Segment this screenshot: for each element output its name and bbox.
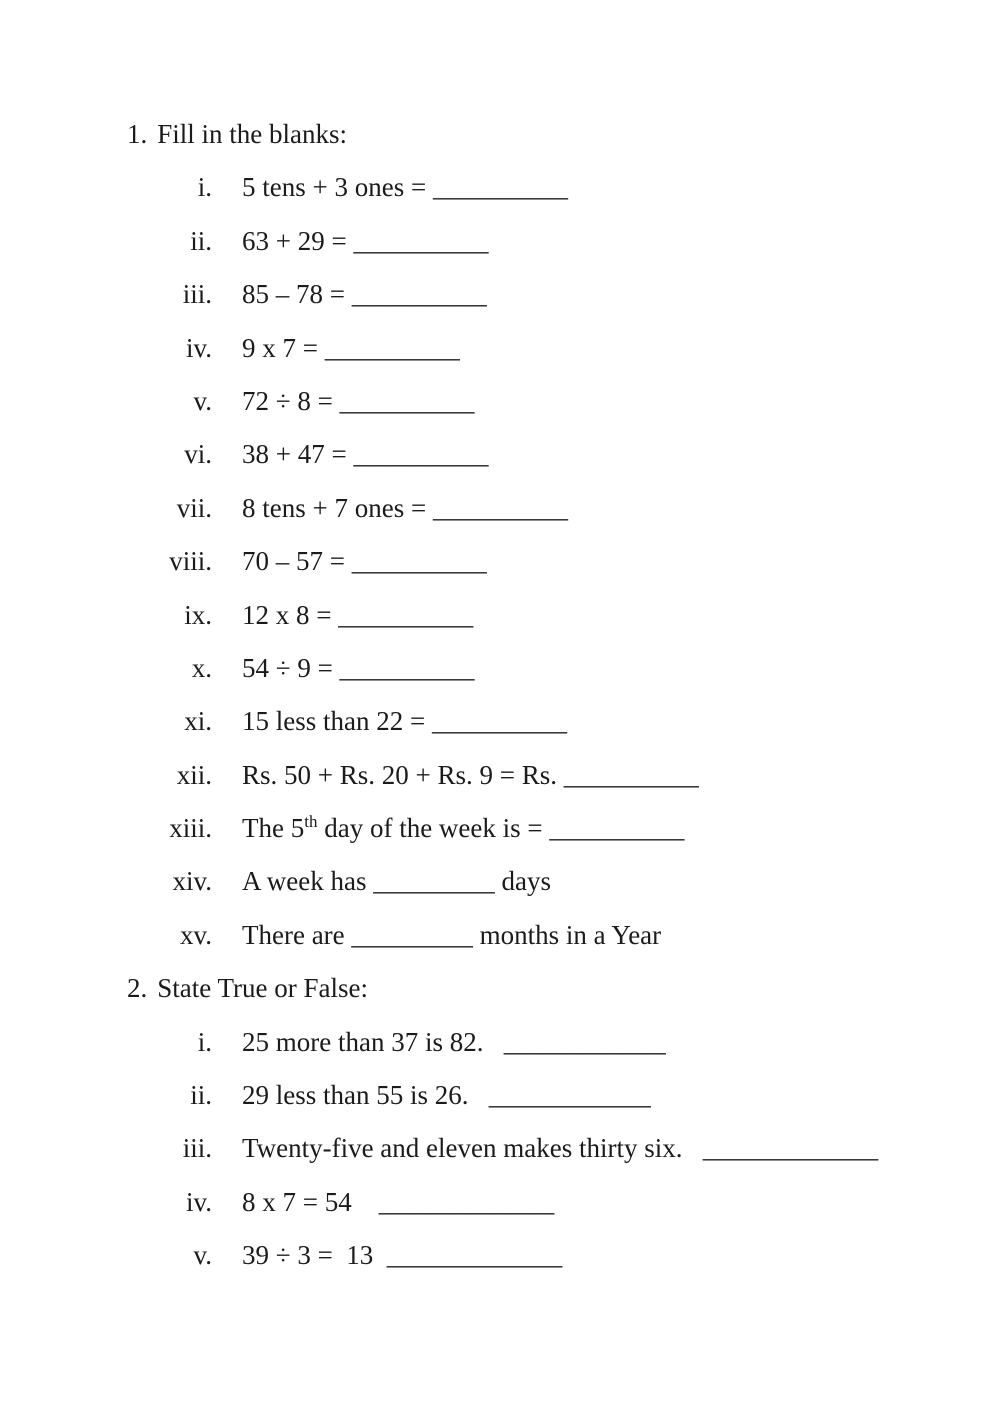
s1-item-iii [0, 277, 1000, 330]
item-number: ii. [190, 225, 212, 256]
item-text: 85 – 78 = __________ [242, 279, 487, 310]
item-number: iii. [182, 1133, 212, 1164]
item-number: iv. [186, 332, 212, 363]
item-text-after: day of the week is = __________ [317, 813, 685, 844]
item-number: x. [191, 652, 212, 683]
item-text [242, 811, 684, 845]
item-text: 8 x 7 = 54 _____________ [242, 1186, 555, 1217]
item-text: 25 more than 37 is 82. ____________ [242, 1026, 666, 1057]
s2-item-iii [0, 1131, 1000, 1184]
s1-item-xiii [0, 811, 1000, 864]
item-number: xv. [180, 919, 212, 950]
item-number: xiv. [172, 866, 212, 897]
section-1-title: Fill in the blanks: [157, 119, 348, 149]
item-number: iii. [182, 279, 212, 310]
item-text: Rs. 50 + Rs. 20 + Rs. 9 = Rs. __________ [242, 759, 699, 790]
item-text: 5 tens + 3 ones = __________ [242, 172, 568, 203]
ordinal-superscript: th [304, 812, 318, 832]
item-text: Twenty-five and eleven makes thirty six. _____________ [242, 1133, 879, 1164]
item-text: 8 tens + 7 ones = __________ [242, 492, 568, 523]
item-text-before: The 5 [242, 813, 305, 844]
item-number: xiii. [169, 813, 212, 844]
section-2-heading [0, 971, 1000, 1024]
item-number: vii. [176, 492, 212, 523]
section-2-title: State True or False: [157, 973, 369, 1004]
s2-item-iv [0, 1185, 1000, 1238]
item-number: vi. [184, 439, 212, 470]
item-number: v. [193, 1240, 212, 1271]
item-text: A week has _________ days [242, 866, 551, 897]
s1-item-viii [0, 544, 1000, 597]
section-2-number: 2. [127, 973, 148, 1004]
s1-item-xv [0, 918, 1000, 971]
item-text: 54 ÷ 9 = __________ [242, 652, 475, 683]
s1-item-xi [0, 704, 1000, 757]
item-text: 12 x 8 = __________ [242, 599, 474, 630]
s2-item-i [0, 1025, 1000, 1078]
s1-item-x [0, 651, 1000, 704]
item-text: 70 – 57 = __________ [242, 546, 487, 577]
item-number: ii. [190, 1080, 212, 1111]
item-number: ix. [184, 599, 212, 630]
item-number: i. [197, 172, 212, 203]
item-number: xii. [176, 759, 212, 790]
item-text: 63 + 29 = __________ [242, 225, 489, 256]
item-text: 29 less than 55 is 26. ____________ [242, 1080, 651, 1111]
s1-item-xii [0, 758, 1000, 811]
s1-item-i [0, 170, 1000, 223]
s2-item-ii [0, 1078, 1000, 1131]
s1-item-vii [0, 491, 1000, 544]
item-text: 38 + 47 = __________ [242, 439, 489, 470]
s2-item-v [0, 1238, 1000, 1291]
item-number: iv. [186, 1186, 212, 1217]
item-text: 9 x 7 = __________ [242, 332, 460, 363]
s1-item-iv [0, 331, 1000, 384]
item-number: v. [193, 385, 212, 416]
s1-item-ii [0, 224, 1000, 277]
section-1-heading [0, 117, 1000, 170]
section-1-number: 1. [127, 119, 148, 149]
item-number: i. [197, 1026, 212, 1057]
s1-item-xiv [0, 864, 1000, 917]
item-number: xi. [184, 706, 212, 737]
item-number: viii. [169, 546, 212, 577]
item-text: 72 ÷ 8 = __________ [242, 385, 475, 416]
s1-item-vi [0, 437, 1000, 490]
item-text: There are _________ months in a Year [242, 919, 662, 950]
item-text: 39 ÷ 3 = 13 _____________ [242, 1240, 563, 1271]
s1-item-v [0, 384, 1000, 437]
item-text: 15 less than 22 = __________ [242, 706, 567, 737]
s1-item-ix [0, 598, 1000, 651]
